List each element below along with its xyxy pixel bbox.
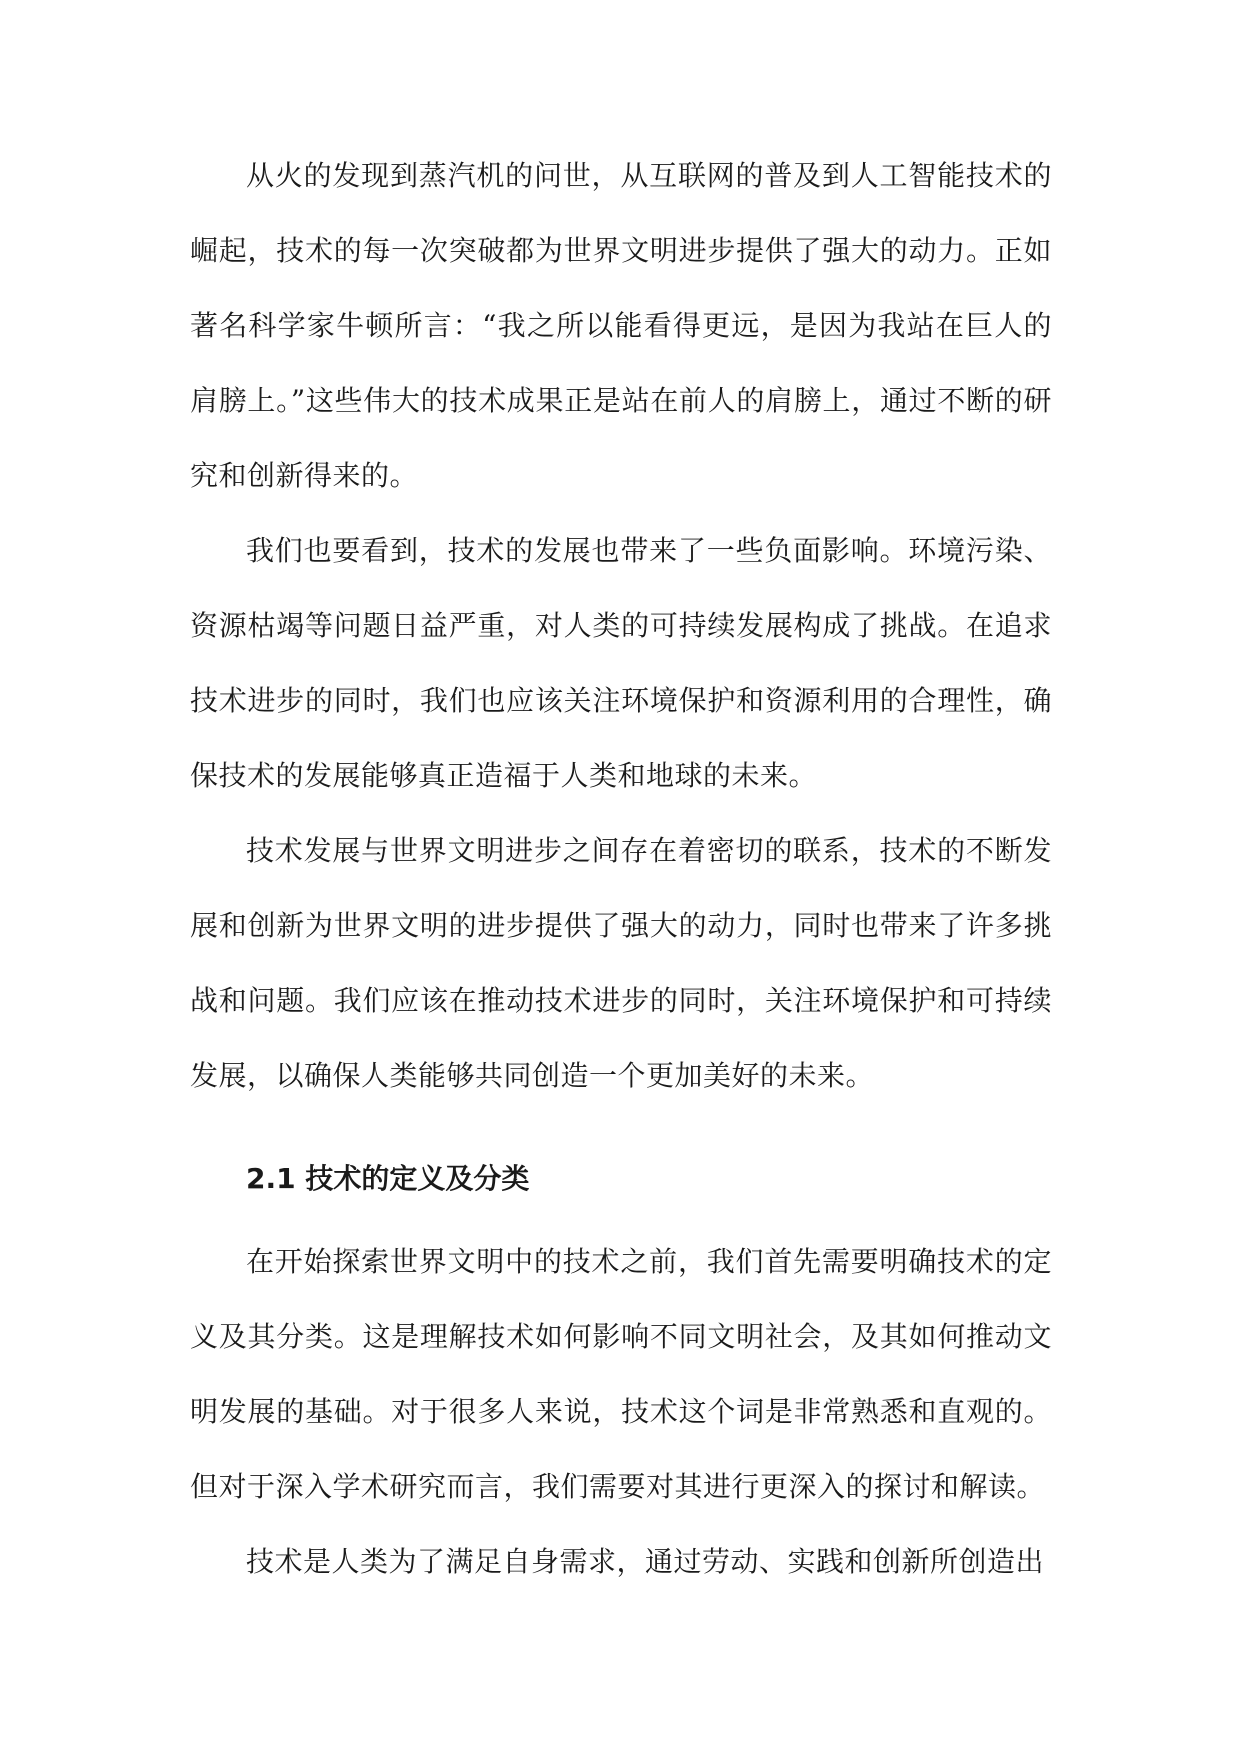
paragraph-history: 从火的发现到蒸汽机的问世，从互联网的普及到人工智能技术的崛起，技术的每一次突破都为世界文明进步提供了强大的动力。正如著名科学家牛顿所言：“我之所以能看得更远，是因为我站在巨人的肩膀上。”这些伟大的技术成果正是站在前人的肩膀上，通过不断的研究和创新得来的。: [190, 159, 1052, 492]
body-text: [190, 138, 1052, 1599]
section-heading: 2.1 技术的定义及分类: [246, 1162, 530, 1195]
paragraph-definition-start: 技术是人类为了满足自身需求，通过劳动、实践和创新所创造出: [246, 1545, 1045, 1578]
paragraph-negative-impacts: 我们也要看到，技术的发展也带来了一些负面影响。环境污染、资源枯竭等问题日益严重，对人类的可持续发展构成了挑战。在追求技术进步的同时，我们也应该关注环境保护和资源利用的合理性，确保技术的发展能够真正造福于人类和地球的未来。: [190, 534, 1052, 792]
paragraph-definition-intro: 在开始探索世界文明中的技术之前，我们首先需要明确技术的定义及其分类。这是理解技术如何影响不同文明社会，及其如何推动文明发展的基础。对于很多人来说，技术这个词是非常熟悉和直观的。但对于深入学术研究而言，我们需要对其进行更深入的探讨和解读。: [190, 1245, 1052, 1503]
paragraph-conclusion: 技术发展与世界文明进步之间存在着密切的联系，技术的不断发展和创新为世界文明的进步提供了强大的动力，同时也带来了许多挑战和问题。我们应该在推动技术进步的同时，关注环境保护和可持续发展，以确保人类能够共同创造一个更加美好的未来。: [190, 834, 1052, 1092]
